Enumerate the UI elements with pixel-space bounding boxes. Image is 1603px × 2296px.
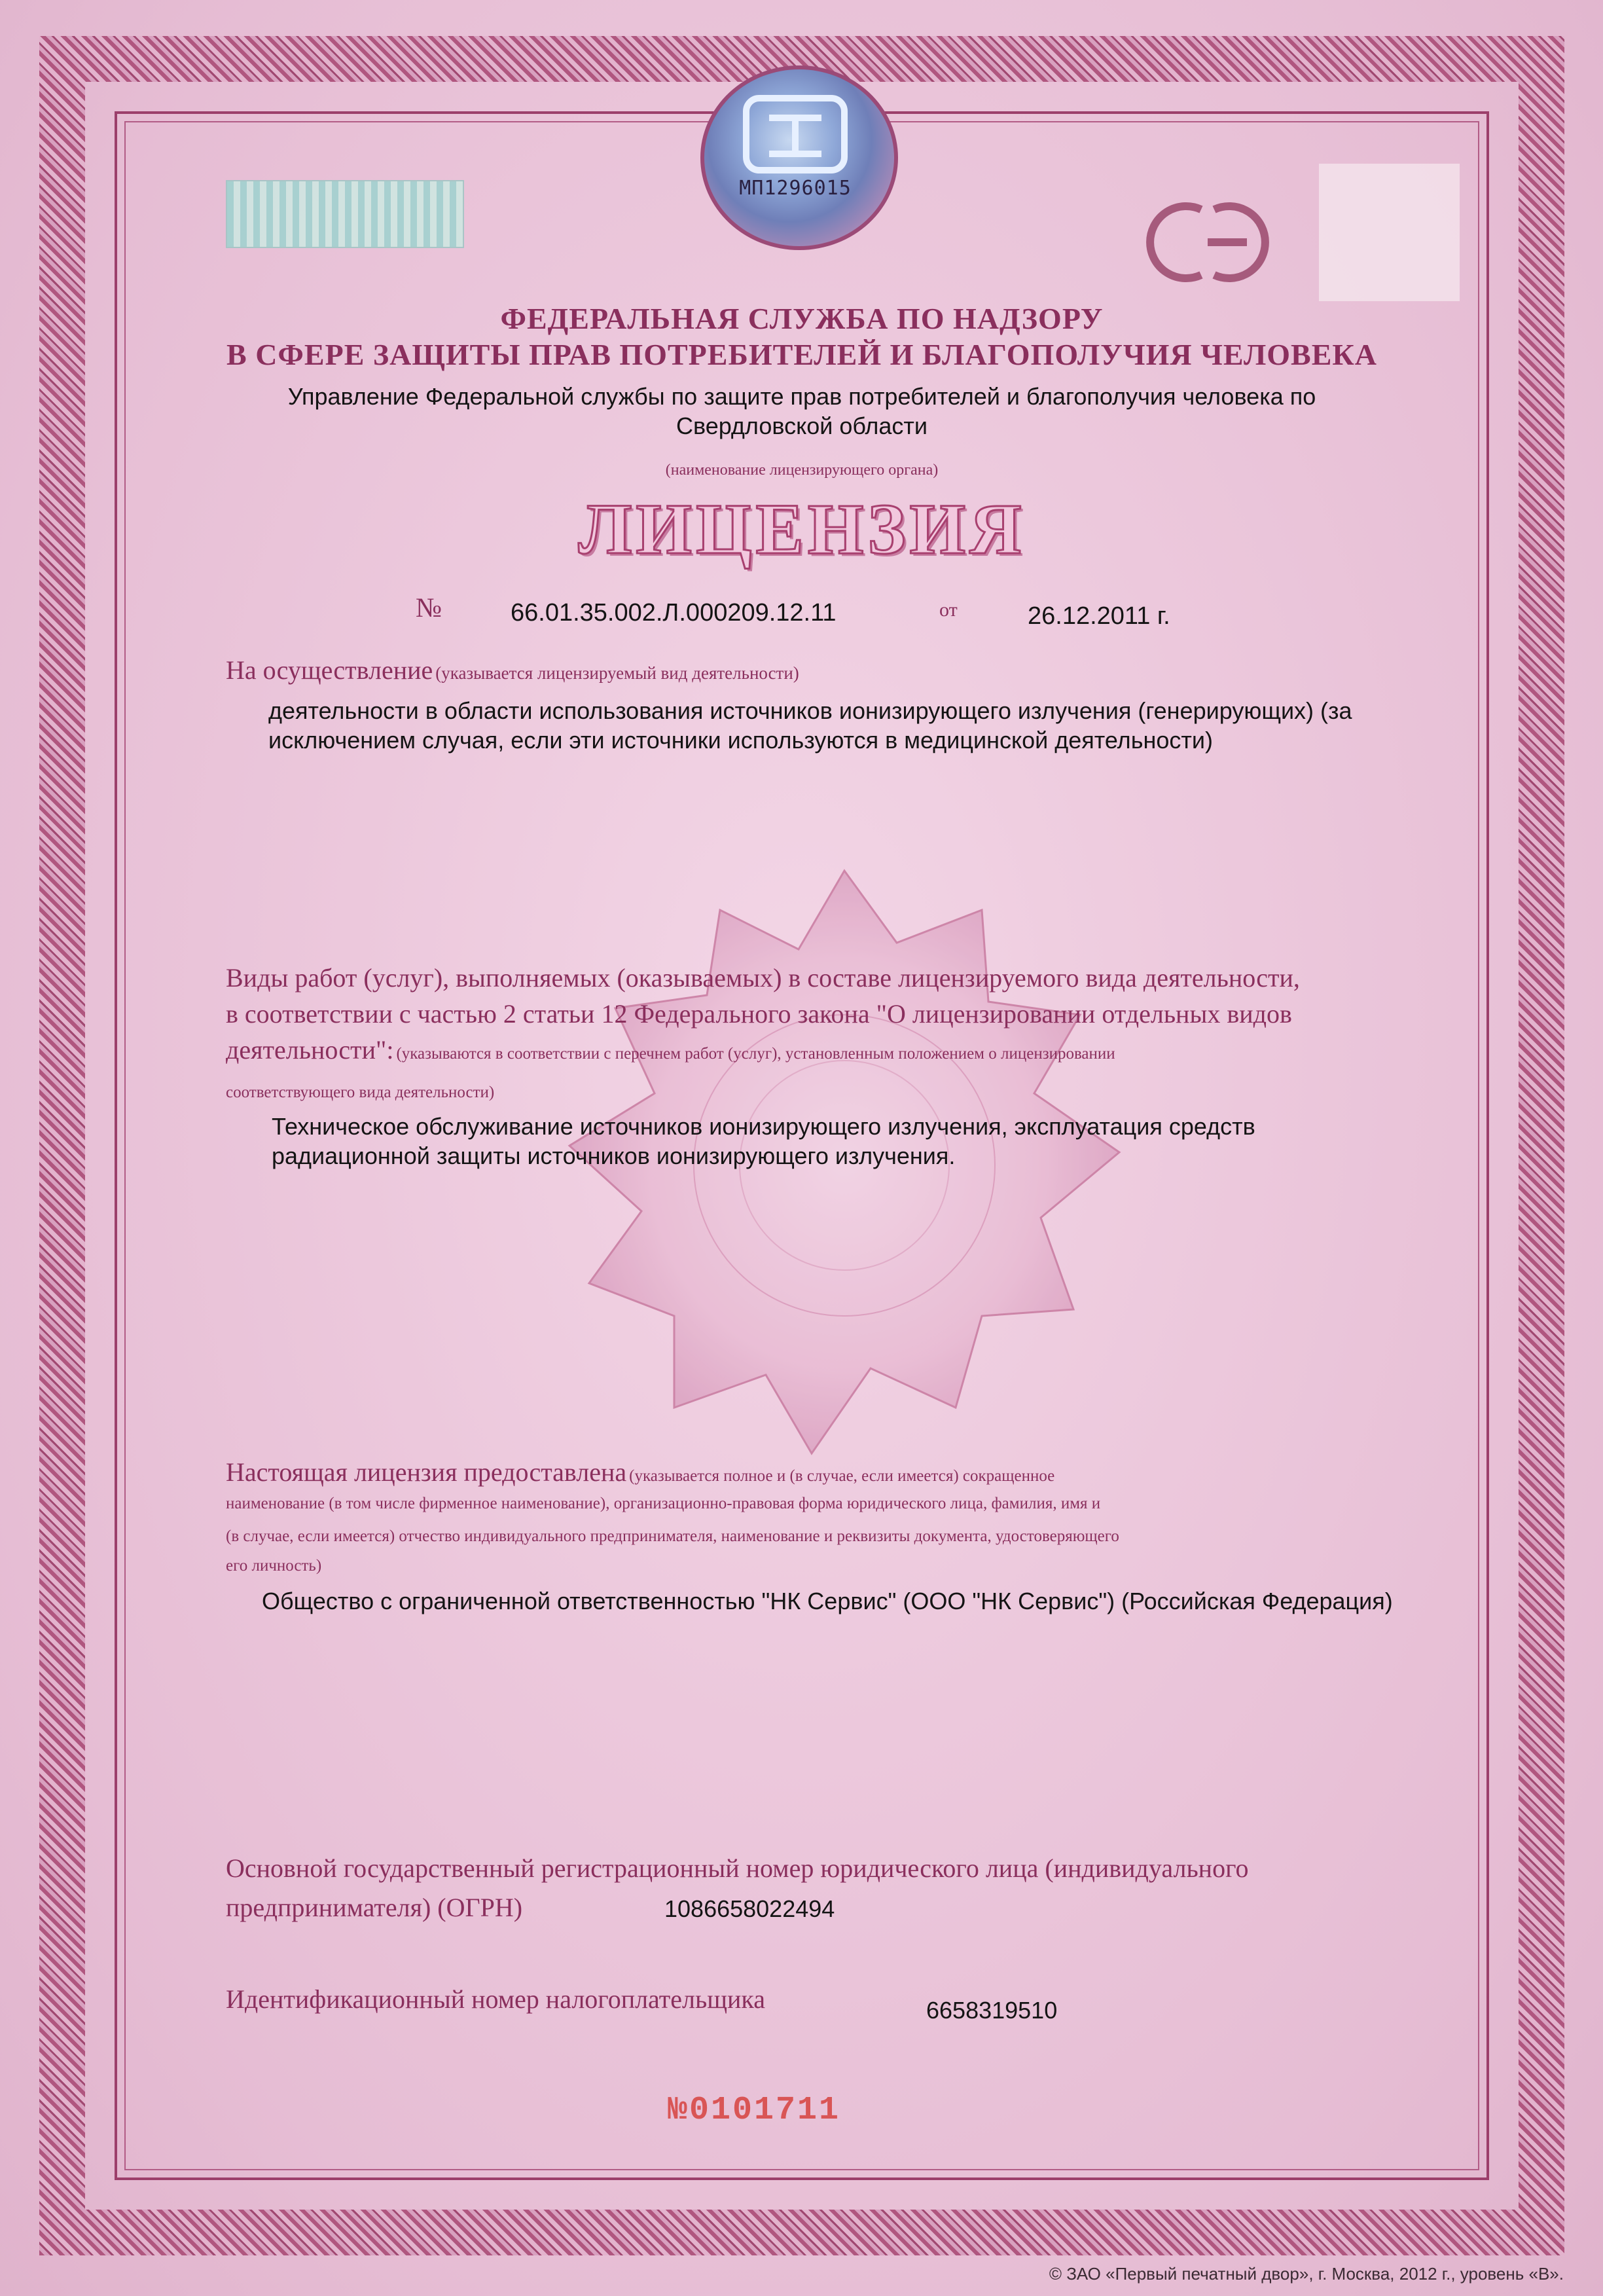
works-value-line1: Техническое обслуживание источников ионизирующего излучения, эксплуатация средств [272, 1113, 1255, 1140]
licensee-label: Настоящая лицензия предоставлена [226, 1457, 627, 1487]
licensee-value: Общество с ограниченной ответственностью "НК Сервис" (ООО "НК Сервис") (Российская Федерация) [262, 1588, 1393, 1614]
works-line2: в соответствии с частью 2 статьи 12 Федерального закона "О лицензировании отдельных видов [226, 999, 1292, 1029]
certification-mark-icon [733, 92, 857, 183]
works-value-line2: радиационной защиты источников ионизирующего излучения. [272, 1142, 956, 1169]
works-line3 [226, 1034, 1115, 1065]
works-line3-label: деятельности": [226, 1035, 394, 1065]
license-number: 66.01.35.002.Л.000209.12.11 [511, 599, 837, 627]
activity-label: На осуществление [226, 655, 433, 685]
licensee-caption2: наименование (в том числе фирменное наименование), организационно-правовая форма юридического лица, фамилия, имя и [226, 1495, 1101, 1512]
agency-title-line2: В СФЕРЕ ЗАЩИТЫ ПРАВ ПОТРЕБИТЕЛЕЙ И БЛАГОПОЛУЧИЯ ЧЕЛОВЕКА [226, 338, 1377, 371]
issuer-caption: (наименование лицензирующего органа) [665, 462, 939, 479]
number-label: № [416, 593, 442, 623]
blank-serial-number: №0101711 [668, 2092, 841, 2129]
works-line4-caption: соответствующего вида деятельности) [226, 1084, 495, 1101]
licensee-caption4: его личность) [226, 1557, 322, 1575]
date-label: от [939, 599, 958, 621]
issuer-line1: Управление Федеральной службы по защите прав потребителей и благополучия человека по [287, 383, 1316, 410]
works-line3-caption: (указываются в соответствии с перечнем работ (услуг), установленным положением о лицензировании [396, 1045, 1115, 1063]
hologram-serial: МП1296015 [739, 177, 852, 200]
licensee-heading [226, 1457, 1054, 1487]
se-logo-icon [1132, 196, 1283, 288]
licensee-caption3: (в случае, если имеется) отчество индивидуального предпринимателя, наименование и реквизиты документа, удостоверяющего [226, 1527, 1119, 1545]
inn-value: 6658319510 [926, 1997, 1058, 2024]
issuer-line2: Свердловской области [675, 412, 928, 439]
activity-heading [226, 655, 799, 685]
activity-value-line2: исключением случая, если эти источники используются в медицинской деятельности) [268, 727, 1213, 754]
inn-label: Идентификационный номер налогоплательщика [226, 1984, 766, 2014]
ogrn-line1: Основной государственный регистрационный номер юридического лица (индивидуального [226, 1853, 1249, 1883]
document-title: ЛИЦЕНЗИЯ [578, 489, 1026, 569]
licensee-caption1: (указывается полное и (в случае, если имеется) сокращенное [629, 1467, 1055, 1485]
corner-blank [1319, 164, 1460, 301]
printer-footer: © ЗАО «Первый печатный двор», г. Москва, 2012 г., уровень «В». [1049, 2264, 1564, 2284]
ogrn-line2: предпринимателя) (ОГРН) [226, 1893, 523, 1922]
works-line1: Виды работ (услуг), выполняемых (оказываемых) в составе лицензируемого вида деятельности, [226, 963, 1300, 993]
ogrn-value: 1086658022494 [664, 1895, 835, 1922]
hologram-strip [226, 180, 464, 248]
activity-value-line1: деятельности в области использования источников ионизирующего излучения (генерирующих) (за [268, 697, 1352, 724]
activity-caption: (указывается лицензируемый вид деятельности) [435, 663, 799, 683]
agency-title-line1: ФЕДЕРАЛЬНАЯ СЛУЖБА ПО НАДЗОРУ [500, 302, 1104, 335]
license-date: 26.12.2011 г. [1028, 602, 1170, 630]
